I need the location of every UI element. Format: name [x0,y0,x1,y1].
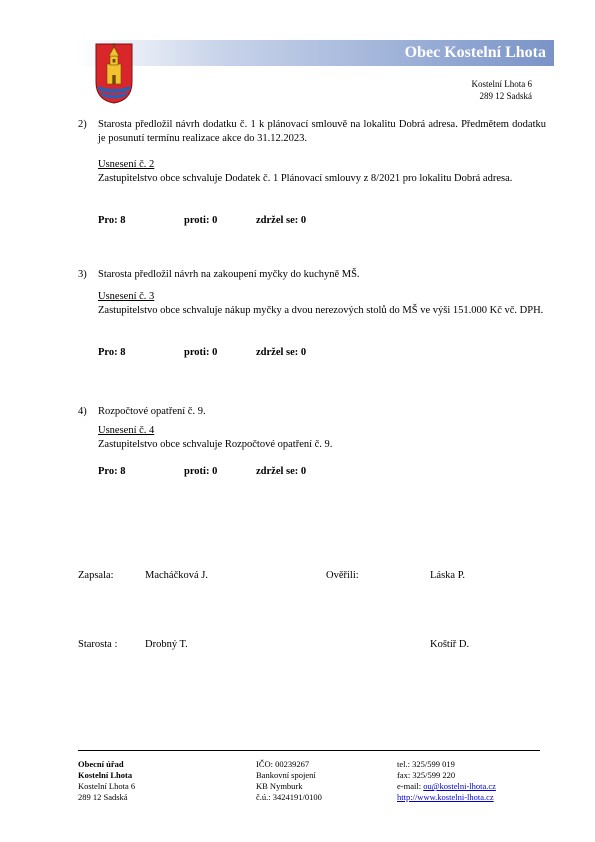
footer-divider [78,750,540,751]
second-verifier-name: Koštíř D. [430,639,470,650]
vote-abstain: zdržel se: 0 [256,215,307,226]
footer-bank-name: KB Nymburk [256,781,303,792]
footer-office [78,759,135,803]
footer-street: Kostelní Lhota 6 [78,781,136,792]
mayor-label: Starosta : [78,639,118,650]
resolution-text: Zastupitelstvo obce schvaluje Rozpočtové opatření č. 9. [98,439,333,450]
item-text: Starosta předložil návrh dodatku č. 1 k plánovací smlouvě na lokalitu Dobrá adresa. Předmětem dodatku je posunutí termínu realizace akce do 31.12.2023. [98,119,546,144]
header-bar [76,40,554,66]
footer-fax: fax: 325/599 220 [397,770,456,781]
vote-for: Pro: 8 [98,215,126,226]
footer-office-name: Obecní úřad [78,759,124,769]
vote-against: proti: 0 [184,215,218,226]
resolution-title: Usnesení č. 2 [98,159,155,170]
footer-phone: tel.: 325/599 019 [397,759,455,769]
footer-email-label: e-mail: [397,781,424,792]
item-text: Starosta předložil návrh na zakoupení myčky do kuchyně MŠ. [98,269,360,280]
vote-for: Pro: 8 [98,466,126,477]
verified-by-label: Ověřili: [326,570,359,581]
vote-against: proti: 0 [184,466,218,477]
footer-ico: IČO: 00239267 [256,759,310,769]
item-number: 2) [78,119,87,130]
item-number: 4) [78,406,87,417]
vote-abstain: zdržel se: 0 [256,347,307,358]
footer-email-row [397,781,496,792]
resolution-title: Usnesení č. 4 [98,425,155,436]
resolution-title: Usnesení č. 3 [98,291,155,302]
verified-by-name: Láska P. [430,570,465,581]
recorded-by-name: Macháčková J. [145,570,208,581]
footer-city: 289 12 Sadská [78,792,128,803]
item-number: 3) [78,269,87,280]
footer-account: č.ú.: 3424191/0100 [256,792,322,803]
footer-contact [397,759,496,803]
vote-for: Pro: 8 [98,347,126,358]
footer-municipality: Kostelní Lhota [78,770,133,781]
office-address [420,78,532,102]
mayor-name: Drobný T. [145,639,188,650]
footer-web-link[interactable]: http://www.kostelni-lhota.cz [397,792,494,803]
vote-abstain: zdržel se: 0 [256,466,307,477]
vote-against: proti: 0 [184,347,218,358]
municipality-title: Obec Kostelní Lhota [404,44,546,61]
village-crest-icon [94,42,134,104]
footer-email-link[interactable]: ou@kostelni-lhota.cz [423,781,496,792]
footer-bank [256,759,322,803]
item-text: Rozpočtové opatření č. 9. [98,406,206,417]
resolution-text: Zastupitelstvo obce schvaluje nákup myčky a dvou nerezových stolů do MŠ ve výši 151.000 Kč vč. DPH. [98,305,544,316]
address-line-2: 289 12 Sadská [479,91,532,102]
recorded-by-label: Zapsala: [78,570,114,581]
address-line-1: Kostelní Lhota 6 [471,79,532,89]
footer-bank-label: Bankovní spojení [256,770,316,781]
resolution-text: Zastupitelstvo obce schvaluje Dodatek č. 1 Plánovací smlouvy z 8/2021 pro lokalitu Dobrá adresa. [98,173,513,184]
